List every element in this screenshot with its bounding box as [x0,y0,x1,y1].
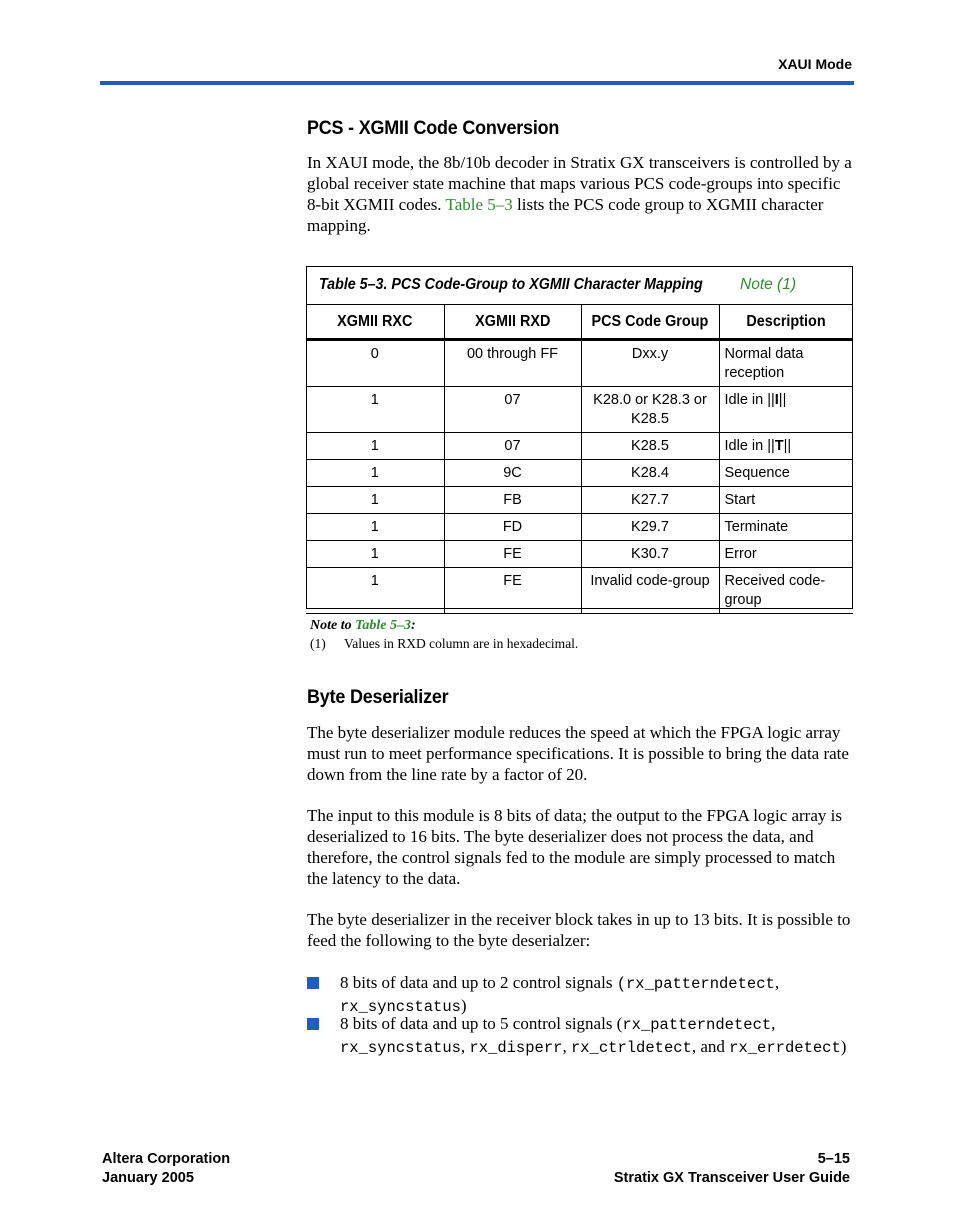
mapping-table [306,304,853,614]
footer-doc-title: Stratix GX Transceiver User Guide [613,1170,850,1186]
table-header-row [306,305,853,340]
table-row [306,514,853,541]
table-notes-title: Note to Table 5–3: [310,618,416,633]
table-cell: FE [444,568,581,614]
table-cell: K28.4 [581,460,719,487]
footer-right [614,1150,850,1188]
note-number: (1) [310,636,326,651]
table-cell: Normal data reception [719,340,853,387]
intro-paragraph [307,152,855,236]
table-cell: K29.7 [581,514,719,541]
table-cell: K28.5 [581,433,719,460]
table-row [306,340,853,387]
footer-company: Altera Corporation [102,1151,231,1167]
table-cell: 1 [306,387,444,433]
paragraph-2: The input to this module is 8 bits of data; the output to the FPGA logic array is deserialized to 16 bits. The byte deserializer does not process the data, and therefore, the control signals fed to the module are simply processed to match the latency to the data. [307,806,842,888]
table-cell: 9C [444,460,581,487]
table-note-item [310,636,578,652]
table-cell: FE [444,541,581,568]
table-cell: K27.7 [581,487,719,514]
table-cell: 1 [306,514,444,541]
bullet-item-2: 8 bits of data and up to 5 control signals (rx_patterndetect, rx_syncstatus, rx_disperr, rx_ctrldetect, and rx_errdetect) [340,1014,847,1057]
table-cell: 1 [306,487,444,514]
table-cell: K30.7 [581,541,719,568]
table-cell: Dxx.y [581,340,719,387]
table-row [306,460,853,487]
table-cell: Idle in ||T|| [719,433,853,460]
table-cell: FD [444,514,581,541]
table-cell: 1 [306,460,444,487]
table-reference-link[interactable]: Table 5–3 [445,195,513,214]
table-cell: 1 [306,541,444,568]
notes-table-link[interactable]: Table 5–3 [355,618,411,633]
table-cell: Error [719,541,853,568]
table-cell: Received code-group [719,568,853,614]
section-title-byte-deserializer: Byte Deserializer [307,686,449,708]
table-caption: Table 5–3. PCS Code-Group to XGMII Character Mapping [319,276,703,293]
table-cell: Idle in ||I|| [719,387,853,433]
footer-date: January 2005 [102,1170,194,1186]
table-row [306,487,853,514]
intro-text-a: In XAUI mode, the 8b/10b decoder in Stratix GX transceivers is controlled by a global receiver state machine that maps various PCS code-groups into specific 8-bit XGMII codes. [307,153,852,214]
footer-page-number: 5–15 [817,1151,850,1167]
table-cell: 0 [306,340,444,387]
paragraph-1: The byte deserializer module reduces the speed at which the FPGA logic array must run to meet performance specifications. It is possible to bring the data rate down from the line rate by a factor of 20. [307,723,849,784]
table-row [306,387,853,433]
bullet-item-1: 8 bits of data and up to 2 control signals (rx_patterndetect, rx_syncstatus) [340,973,780,1016]
table-cell: 07 [444,433,581,460]
column-header: XGMII RXC [306,305,444,340]
table-cell: Invalid code-group [581,568,719,614]
table-cell: 1 [306,433,444,460]
table-cell: FB [444,487,581,514]
table-cell: K28.0 or K28.3 or K28.5 [581,387,719,433]
table-row [306,541,853,568]
column-header: Description [719,305,853,340]
section-title-pcs-xgmii: PCS - XGMII Code Conversion [307,117,560,139]
table-row [306,568,853,614]
column-header: XGMII RXD [444,305,581,340]
paragraph-3: The byte deserializer in the receiver block takes in up to 13 bits. It is possible to feed the following to the byte deserialzer: [307,910,851,950]
table-cell: 1 [306,568,444,614]
table-cell: Terminate [719,514,853,541]
table-cell: Sequence [719,460,853,487]
header-rule [100,81,854,85]
intro-text-b: lists the PCS code group to XGMII character mapping. [307,195,824,235]
table-cell: 00 through FF [444,340,581,387]
column-header: PCS Code Group [581,305,719,340]
running-head: XAUI Mode [778,56,852,72]
table-caption-note-link[interactable]: Note (1) [740,276,796,293]
note-text: Values in RXD column are in hexadecimal. [344,636,579,651]
bullet-square-icon [307,977,319,989]
table-cell: Start [719,487,853,514]
table-cell: 07 [444,387,581,433]
table-row [306,433,853,460]
bullet-square-icon [307,1018,319,1030]
footer-left [102,1150,230,1188]
